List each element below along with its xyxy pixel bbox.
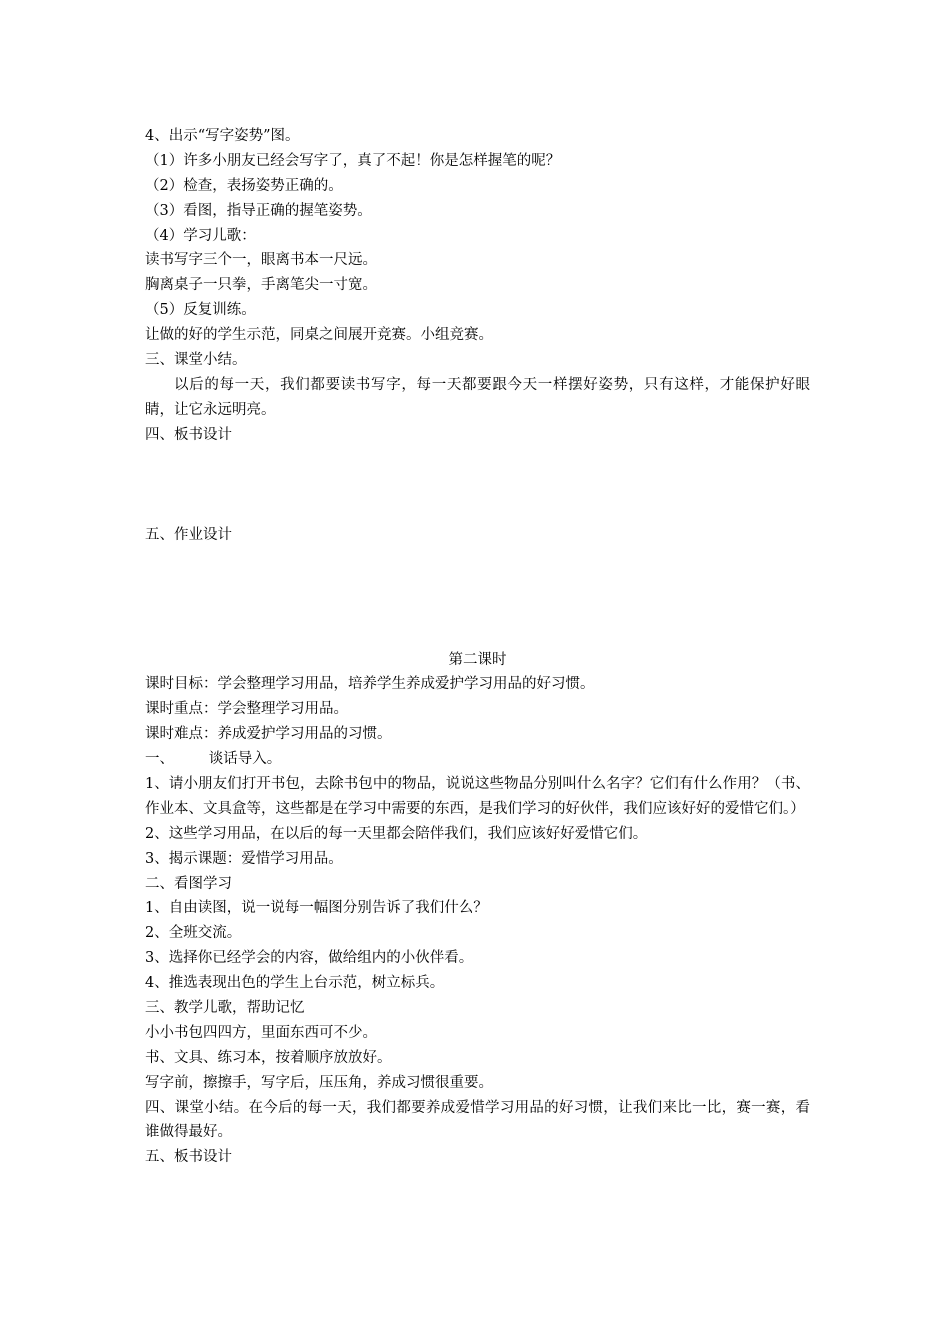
lesson1-board-heading: 四、板书设计 [145, 426, 232, 443]
board-design-blank [145, 448, 810, 523]
lesson1-homework-heading: 五、作业设计 [145, 526, 232, 543]
lesson2-difficulty: 课时难点：养成爱护学习用品的习惯。 [145, 726, 392, 743]
lesson1-sub5: （5）反复训练。 [145, 302, 256, 319]
lesson2-part2-heading: 二、看图学习 [145, 875, 232, 892]
lesson2-title: 第二课时 [448, 651, 507, 668]
lesson2-part4-summary: 四、课堂小结。在今后的每一天，我们都要养成爱惜学习用品的好习惯，让我们来比一比，赛一赛，看谁做得最好。 [145, 1099, 810, 1141]
lesson2-p1-item1: 1、请小朋友们打开书包，去除书包中的物品，说说这些物品分别叫什么名字？它们有什么作用？（书、作业本、文具盒等，这些都是在学习中需要的东西，是我们学习的好伙伴，我们应该好好的爱惜它们。） [145, 775, 810, 817]
lesson2-p1-item2: 2、这些学习用品，在以后的每一天里都会陪伴我们，我们应该好好爱惜它们。 [145, 825, 648, 842]
lesson1-summary-text: 以后的每一天，我们都要读书写字，每一天都要跟今天一样摆好姿势，只有这样，才能保护好眼睛，让它永远明亮。 [145, 376, 810, 418]
lesson1-practice: 让做的好的学生示范，同桌之间展开竞赛。小组竞赛。 [145, 327, 493, 344]
lesson2-p2-item2: 2、全班交流。 [145, 925, 242, 942]
lesson2-p2-item1: 1、自由读图，说一说每一幅图分别告诉了我们什么？ [145, 900, 488, 917]
lesson1-sub3: （3）看图，指导正确的握笔姿势。 [145, 202, 372, 219]
lesson2-part1-heading [145, 747, 810, 772]
lesson1-summary-heading: 三、课堂小结。 [145, 352, 247, 369]
lesson2-goal: 课时目标：学会整理学习用品，培养学生养成爱护学习用品的好习惯。 [145, 676, 595, 693]
lesson1-sub2: （2）检查，表扬姿势正确的。 [145, 177, 343, 194]
document-body [145, 124, 810, 1170]
lesson2-p1-item3: 3、揭示课题：爱惜学习用品。 [145, 850, 343, 867]
lesson2-rhyme-line-1: 小小书包四四方，里面东西可不少。 [145, 1024, 377, 1041]
lesson1-rhyme-line-2: 胸离桌子一只拳，手离笔尖一寸宽。 [145, 277, 377, 294]
homework-design-blank [145, 548, 810, 648]
part1-title: 谈话导入。 [208, 751, 282, 768]
lesson2-p2-item3: 3、选择你已经学会的内容，做给组内的小伙伴看。 [145, 950, 474, 967]
lesson2-rhyme-line-2: 书、文具、练习本，按着顺序放放好。 [145, 1049, 392, 1066]
lesson2-part5-heading: 五、板书设计 [145, 1149, 232, 1166]
lesson1-item4: 4、出示“写字姿势”图。 [145, 128, 300, 144]
lesson2-rhyme-line-3: 写字前，擦擦手，写字后，压压角，养成习惯很重要。 [145, 1074, 493, 1091]
lesson2-part3-heading: 三、教学儿歌，帮助记忆 [145, 1000, 305, 1016]
lesson1-rhyme-line-1: 读书写字三个一，眼离书本一尺远。 [145, 252, 377, 269]
lesson2-key: 课时重点：学会整理学习用品。 [145, 701, 348, 718]
lesson1-sub4: （4）学习儿歌： [145, 227, 256, 244]
lesson2-p2-item4: 4、推选表现出色的学生上台示范，树立标兵。 [145, 975, 445, 992]
part1-number: 一、 [145, 751, 174, 768]
lesson1-sub1: （1）许多小朋友已经会写字了，真了不起！你是怎样握笔的呢？ [145, 152, 561, 169]
